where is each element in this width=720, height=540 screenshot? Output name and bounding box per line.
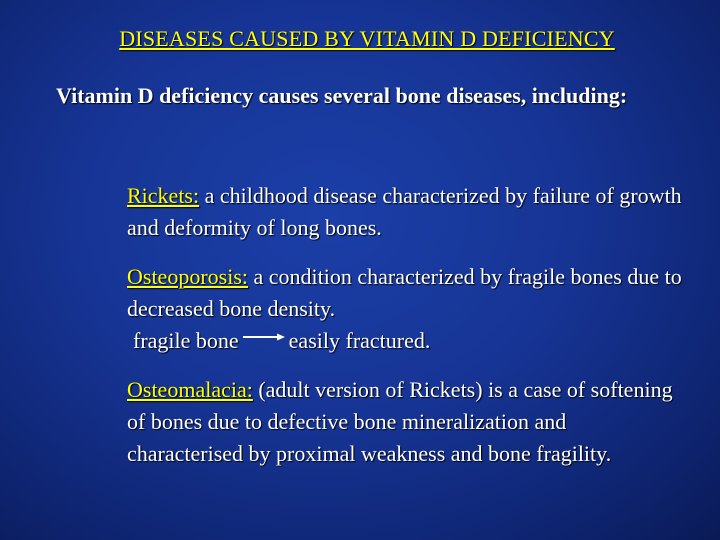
disease-term-osteoporosis: Osteoporosis: [127,264,248,289]
right-arrow-icon [241,330,287,344]
disease-item-osteomalacia [127,374,687,470]
intro-text: Vitamin D deficiency causes several bone diseases, including: [56,83,628,108]
disease-item-osteoporosis [127,261,687,357]
disease-description-osteoporosis: a condition characterized by fragile bones due to decreased bone density. [127,264,682,321]
disease-term-osteomalacia: Osteomalacia: [127,377,253,402]
disease-item-rickets [127,180,687,244]
slide-title: DISEASES CAUSED BY VITAMIN D DEFICIENCY [119,26,615,51]
disease-description-osteomalacia: (adult version of Rickets) is a case of softening of bones due to defective bone mineralization and characterised by proximal weakness and bone fragility. [127,377,673,466]
arrow-to-text: easily fractured. [288,328,431,353]
disease-description-rickets: a childhood disease characterized by failure of growth and deformity of long bones. [127,183,682,240]
osteoporosis-consequence [127,325,687,357]
disease-term-rickets: Rickets: [127,183,200,208]
arrow-from-text: fragile bone [133,328,239,353]
